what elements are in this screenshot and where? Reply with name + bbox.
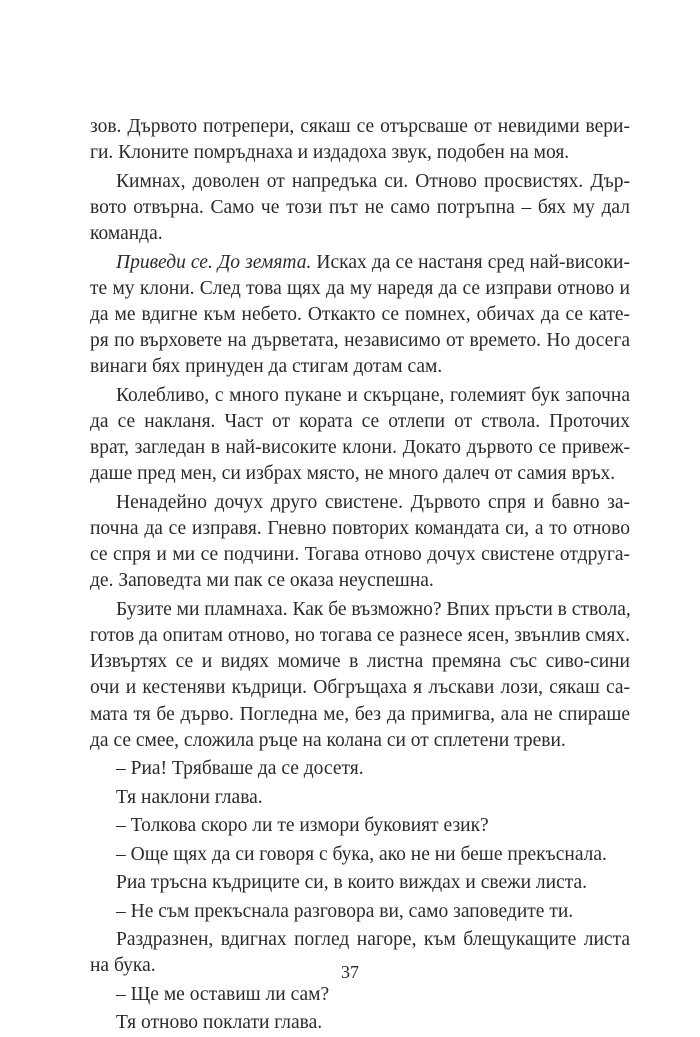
line-text: очи и кестеняви къдрици. Обгръщаха я лъскави лози, сякаш са- xyxy=(90,677,630,699)
line-text: се спря и ми се подчини. Тогава отново дочух свистене отдруга- xyxy=(90,544,630,566)
line-text: мата тя бе дърво. Погледна ме, без да примигва, ала не спираше xyxy=(90,703,630,725)
line-text: команда. xyxy=(90,223,163,245)
line-text: винаги бях принуден да стигам дотам сам. xyxy=(90,356,443,378)
line-text: – Ще ме оставиш ли сам? xyxy=(116,983,330,1005)
line-text: да се накланя. Част от кората се отлепи от ствола. Проточих xyxy=(90,410,630,432)
text-line xyxy=(90,276,630,302)
line-text: Тя наклони глава. xyxy=(116,786,263,808)
text-line xyxy=(90,623,630,649)
text-line xyxy=(90,756,630,782)
text-line xyxy=(90,195,630,221)
text-line xyxy=(90,140,630,166)
line-text: – Още щях да си говоря с бука, ако не ни беше прекъснала. xyxy=(116,843,607,865)
text-line xyxy=(90,383,630,409)
line-text: Колебливо, с много пукане и скърцане, големият бук започна xyxy=(116,384,630,406)
italic-phrase: Приведи се. До земята. xyxy=(116,251,312,273)
line-text: врат, загледан в най-високите клони. Докато дървото се привеж- xyxy=(90,437,630,459)
line-text: готов да опитам отново, но тогава се разнесе ясен, звънлив смях. xyxy=(90,625,630,647)
text-line xyxy=(90,927,630,953)
text-line xyxy=(90,597,630,623)
line-text: почна да се изправя. Гневно повторих командата си, а то отново xyxy=(90,518,630,539)
text-line xyxy=(90,568,630,594)
text-line xyxy=(90,702,630,728)
line-text: Раздразнен, вдигнах поглед нагоре, към блещукащите листа xyxy=(116,929,630,951)
text-line xyxy=(90,813,630,839)
text-line xyxy=(90,982,630,1008)
line-text: даше пред мен, си избрах място, не много далеч от самия връх. xyxy=(90,463,616,485)
book-page-body xyxy=(90,114,630,1037)
text-line xyxy=(90,490,630,516)
line-text: те му клони. След това щях да му наредя да се изправи отново и xyxy=(90,277,630,299)
line-text: на бука. xyxy=(90,955,156,977)
page-number: 37 xyxy=(341,962,359,982)
line-text: Бузите ми пламнаха. Как бе възможно? Впих пръсти в ствола, xyxy=(116,598,631,620)
line-text: – Толкова скоро ли те измори буковият език? xyxy=(116,815,489,837)
text-line xyxy=(90,221,630,247)
text-line xyxy=(90,328,630,354)
text-line xyxy=(90,435,630,461)
line-text: ря по върховете на дърветата, независимо от времето. Но досега xyxy=(90,330,630,352)
line-text: зов. Дървото потрепери, сякаш се отърсваше от невидими вери- xyxy=(90,116,630,137)
text-line xyxy=(90,354,630,380)
text-line xyxy=(90,899,630,925)
line-text: да ме вдигне към небето. Откакто се помнех, обичах да се кате- xyxy=(90,303,630,325)
line-text: – Не съм прекъснала разговора ви, само заповедите ти. xyxy=(116,900,574,922)
text-line xyxy=(90,785,630,811)
line-text: Риа тръсна къдриците си, в които виждах и свежи листа. xyxy=(116,872,588,894)
line-text: Тя отново поклати глава. xyxy=(116,1012,323,1034)
text-line xyxy=(90,728,630,754)
text-line xyxy=(90,169,630,195)
text-line xyxy=(90,409,630,435)
line-text: ги. Клоните помръднаха и издадоха звук, подобен на моя. xyxy=(90,142,570,164)
line-text: Ненадейно дочух друго свистене. Дървото спря и бавно за- xyxy=(116,491,630,513)
text-line xyxy=(90,114,630,140)
text-line xyxy=(90,675,630,701)
line-text: Кимнах, доволен от напредъка си. Отново просвистях. Дър- xyxy=(116,170,630,192)
text-line xyxy=(90,542,630,568)
text-line xyxy=(90,1010,630,1036)
text-line xyxy=(90,302,630,328)
text-line xyxy=(90,870,630,896)
line-text: да се смее, сложила ръце на колана си от сплетени треви. xyxy=(90,729,566,751)
text-line xyxy=(90,649,630,675)
line-text: Исках да се настаня сред най-високи- xyxy=(311,251,630,273)
text-line xyxy=(90,250,630,276)
text-line xyxy=(90,461,630,487)
line-text: – Риа! Трябваше да се досетя. xyxy=(116,758,364,780)
text-line xyxy=(90,516,630,542)
line-text: вото отвърна. Само че този път не само потръпна – бях му дал xyxy=(90,196,630,218)
line-text: Извъртях се и видях момиче в листна премяна със сиво-сини xyxy=(90,651,630,673)
line-text: де. Заповедта ми пак се оказа неуспешна. xyxy=(90,570,434,592)
text-line xyxy=(90,842,630,868)
